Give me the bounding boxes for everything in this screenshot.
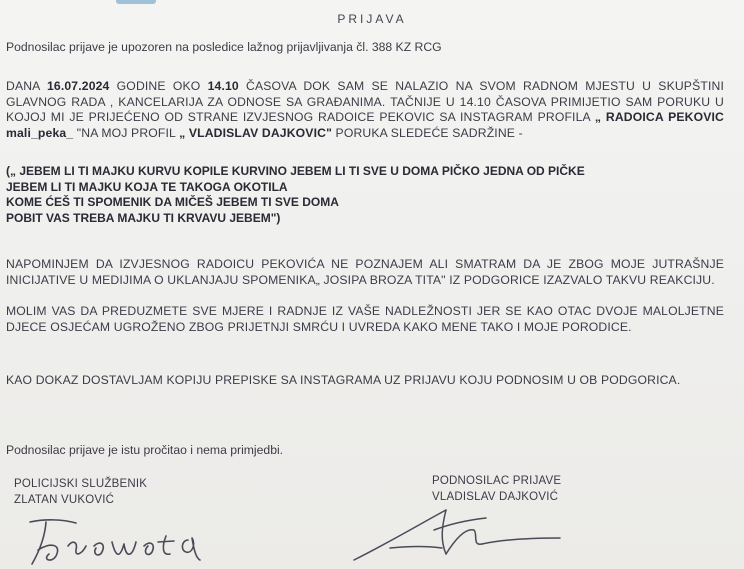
victim-profile: „ VLADISLAV DAJKOVIC" [179, 125, 332, 140]
para1-text-c: ČASOVA DOK SAM SE NALAZIO NA SVOM RADNOM MJESTU U SKUPŠTINI GLAVNOG RADA , KANCELARIJA ZA ODNOSE SA GRAĐANIMA. TAČNIJE U 14.10 ČASOVA PRIMIJETIO SAM PORUKU U KOJOJ MI JE PRIJEĆENO OD STRANE IZVJESNOG RADOICE PEKOVIC SA INSTAGRAM PROFILA [6, 79, 724, 124]
para1-text-d: "NA MOJ PROFIL [73, 125, 180, 140]
para1-text-a: DANA [6, 79, 47, 93]
warning-line: Podnosilac prijave je upozoren na posledice lažnog prijavljivanja čl. 388 KZ RCG [6, 40, 442, 54]
quote-line-1: („ JEBEM LI TI MAJKU KURVU KOPILE KURVINO JEBEM LI TI SVE U DOMA PIČKO JEDNA OD PIČKE [6, 164, 585, 178]
report-paragraph-1 [6, 79, 724, 141]
report-paragraph-3: MOLIM VAS DA PREDUZMETE SVE MJERE I RADNJE IZ VAŠE NADLEŽNOSTI JER SE KAO OTAC DVOJE MALOLJETNE DJECE OSJEĆAM UGROŽENO ZBOG PRIJETNJI SMRĆU I UVREDA KAKO MENE TAKO I MOJE PORODICE. [6, 304, 724, 334]
instagram-profile: „ RADOICA PEKOVIC mali_peka_ [6, 110, 724, 140]
quote-line-4: POBIT VAS TREBA MAJKU TI KRVAVU JEBEM") [6, 210, 281, 225]
para1-text-b: GODINE OKO [109, 79, 208, 93]
quote-line-3: KOME ĆEŠ TI SPOMENIK DA MIČEŠ JEBEM TI SVE DOMA [6, 195, 339, 209]
officer-signature [16, 510, 216, 569]
quote-line-2: JEBEM LI TI MAJKU KOJA TE TAKOGA OKOTILA [6, 179, 288, 194]
complainant-role: PODNOSILAC PRIJAVE [432, 475, 562, 487]
report-paragraph-2: NAPOMINJEM DA IZVJESNOG RADOICU PEKOVIĆA NE POZNAJEM ALI SMATRAM DA JE ZBOG MOJE JUTRAŠNJE INICIJATIVE U MEDIJIMA O UKLANJAJU SPOMENIKA„ JOSIPA BROZA TITA" IZ PODGORICE IZAZVALO TAKVU REAKCIJU. [6, 257, 724, 287]
closing-statement: Podnosilac prijave je istu pročitao i nema primjedbi. [6, 443, 284, 457]
complainant-name: VLADISLAV DAJKOVIĆ [432, 491, 559, 503]
officer-name: ZLATAN VUKOVIĆ [14, 494, 115, 506]
document-title: PRIJAVA [337, 12, 407, 26]
para1-text-e: PORUKA SLEDEĆE SADRŽINE - [332, 125, 523, 140]
officer-role: POLICIJSKI SLUŽBENIK [14, 478, 148, 490]
incident-date: 16.07.2024 [46, 79, 110, 93]
quoted-message [6, 164, 724, 226]
complainant-signature [350, 500, 570, 569]
incident-time: 14.10 [207, 79, 239, 93]
blue-tab-mark [116, 0, 156, 4]
report-paragraph-4: KAO DOKAZ DOSTAVLJAM KOPIJU PREPISKE SA INSTAGRAMA UZ PRIJAVU KOJU PODNOSIM U OB PODGORICA. [6, 373, 681, 387]
